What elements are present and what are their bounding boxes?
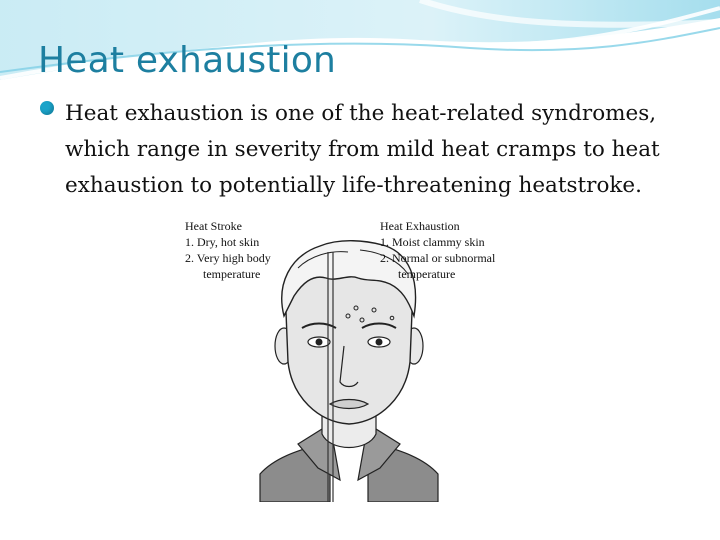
slide-title: Heat exhaustion: [38, 40, 337, 81]
heat-stroke-item: 1. Dry, hot skin: [185, 235, 260, 249]
heat-stroke-heading: Heat Stroke: [185, 219, 242, 233]
bullet-text: Heat exhaustion is one of the heat-related syndromes, which range in severity from mild heat cramps to heat exhaustion to potentially life-threatening heatstroke.: [65, 101, 660, 198]
heat-exhaustion-item: temperature: [398, 267, 456, 281]
heat-exhaustion-list: [380, 218, 520, 282]
heat-stroke-list: [185, 218, 335, 282]
bullet-item: [40, 96, 700, 204]
heat-exhaustion-heading: Heat Exhaustion: [380, 219, 460, 233]
heat-stroke-item: 2. Very high body: [185, 251, 271, 265]
heat-exhaustion-item: 1. Moist clammy skin: [380, 235, 485, 249]
bullet-dot-icon: [40, 101, 54, 115]
heat-stroke-item: temperature: [203, 267, 261, 281]
heat-exhaustion-item: 2. Normal or subnormal: [380, 251, 496, 265]
heat-illness-comparison-figure: [180, 212, 518, 502]
